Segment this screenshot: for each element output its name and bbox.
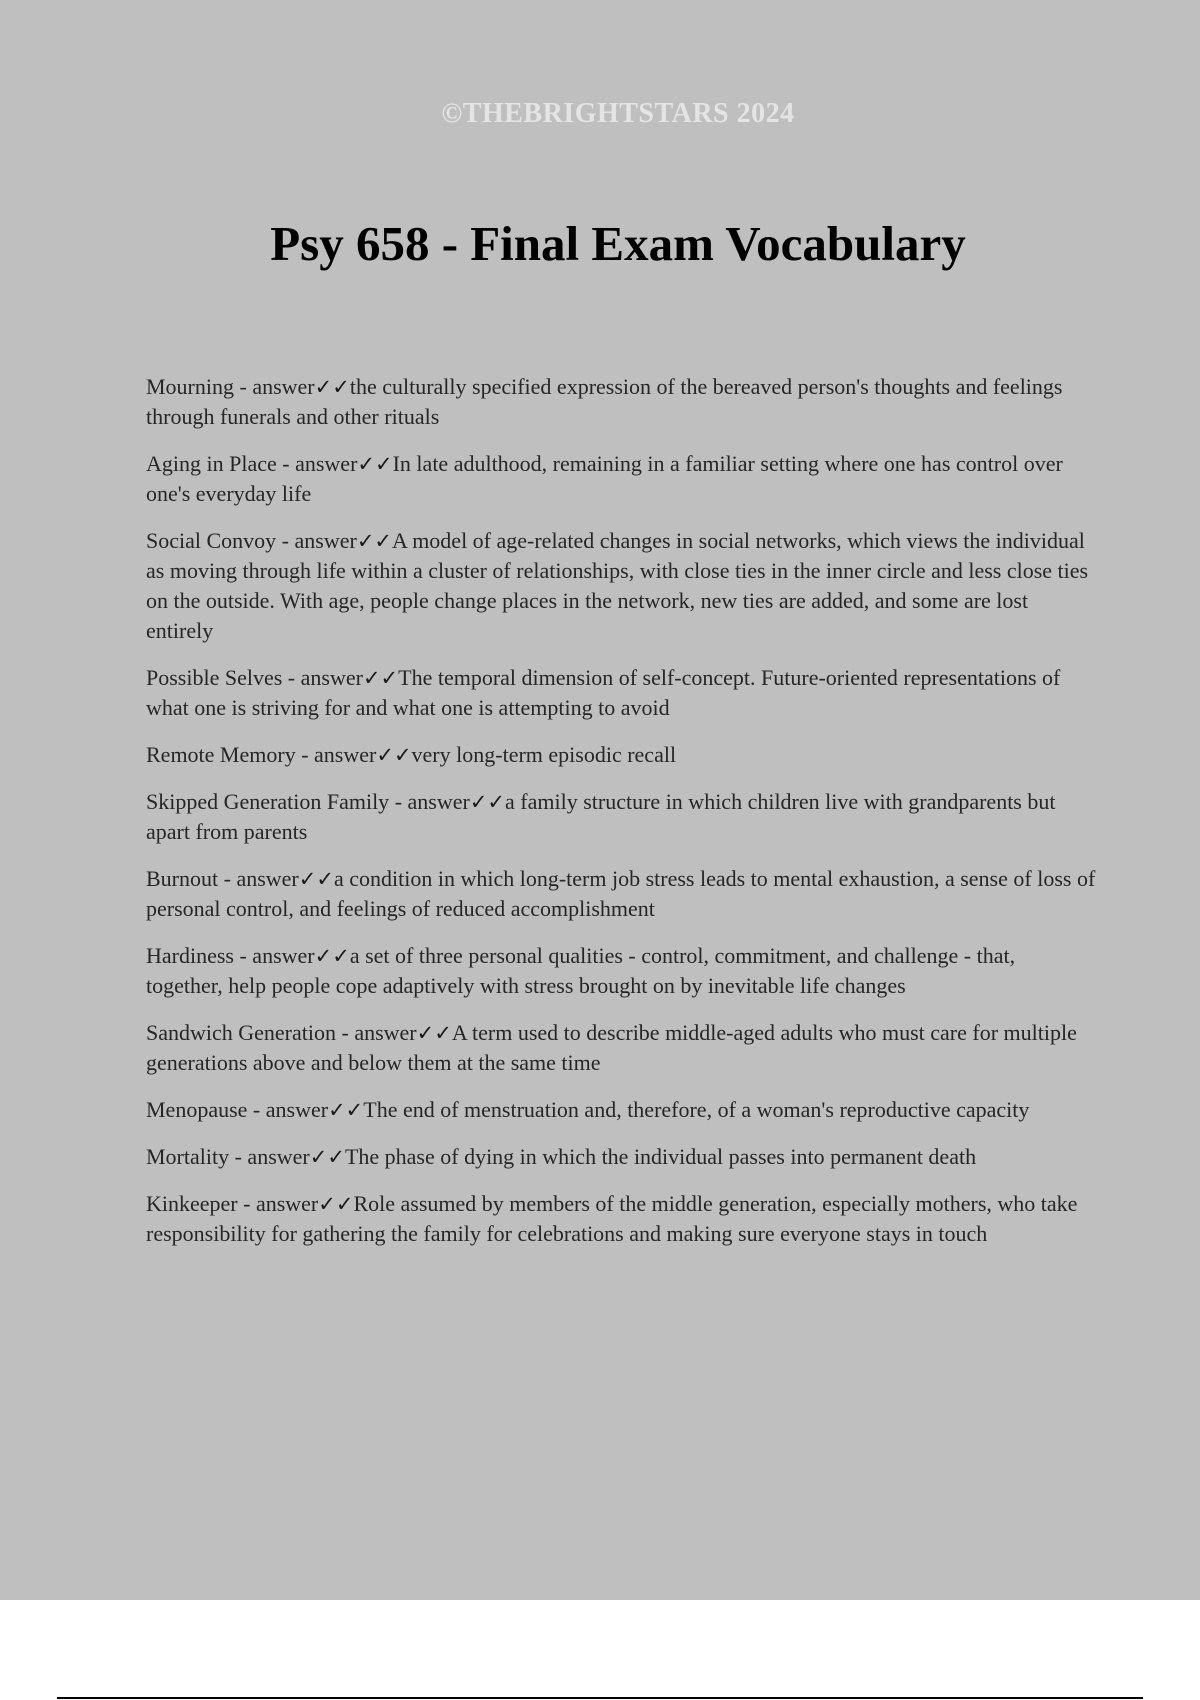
double-check-icon: ✓✓ (376, 743, 412, 767)
entry-separator: - answer (247, 1097, 329, 1122)
vocabulary-entry (146, 941, 1096, 1001)
entry-term: Hardiness (146, 943, 234, 968)
vocabulary-entry (146, 787, 1096, 847)
entry-definition: The phase of dying in which the individual passes into permanent death (344, 1144, 977, 1169)
double-check-icon: ✓✓ (314, 375, 350, 399)
entry-definition: The end of menstruation and, therefore, of a woman's reproductive capacity (363, 1097, 1030, 1122)
entry-separator: - answer (276, 451, 358, 476)
entry-definition: In late adulthood, remaining in a familiar setting where one has control over one's everyday life (146, 451, 1063, 506)
entry-separator: - answer (229, 1144, 310, 1169)
vocabulary-entry (146, 1142, 1096, 1172)
entry-separator: - answer (218, 866, 299, 891)
double-check-icon: ✓✓ (357, 452, 393, 476)
vocabulary-list (146, 372, 1096, 1266)
entry-separator: - answer (234, 374, 315, 399)
entry-definition: A model of age-related changes in social networks, which views the individual as moving through life within a cluster of relationships, with close ties in the inner circle and less close ties on the outside. With age, people change places in the network, new ties are added, and some are lost entirely (146, 528, 1089, 643)
entry-definition: a condition in which long-term job stress leads to mental exhaustion, a sense of loss of personal control, and feelings of reduced accomplishment (146, 866, 1096, 921)
entry-separator: - answer (295, 742, 377, 767)
entry-separator: - answer (237, 1191, 319, 1216)
double-check-icon: ✓✓ (469, 790, 506, 814)
entry-term: Burnout (146, 866, 219, 891)
entry-definition: very long-term episodic recall (411, 742, 677, 767)
entry-term: Mortality (146, 1144, 230, 1169)
double-check-icon: ✓✓ (356, 529, 393, 553)
double-check-icon: ✓✓ (362, 666, 399, 690)
double-check-icon: ✓✓ (309, 1145, 345, 1169)
vocabulary-entry (146, 1018, 1096, 1078)
entry-term: Kinkeeper (146, 1191, 238, 1216)
vocabulary-entry (146, 372, 1096, 432)
double-check-icon: ✓✓ (416, 1021, 452, 1045)
entry-separator: - answer (276, 528, 357, 553)
entry-definition: The temporal dimension of self-concept. Future-oriented representations of what one is striving for and what one is attempting to avoid (146, 665, 1061, 720)
vocabulary-entry (146, 526, 1096, 646)
entry-definition: Role assumed by members of the middle generation, especially mothers, who take responsibility for gathering the family for celebrations and making sure everyone stays in touch (146, 1191, 1078, 1246)
entry-term: Social Convoy (146, 528, 277, 553)
vocabulary-entry (146, 740, 1096, 770)
double-check-icon: ✓✓ (298, 867, 334, 891)
entry-term: Possible Selves (146, 665, 283, 690)
vocabulary-entry (146, 864, 1096, 924)
double-check-icon: ✓✓ (314, 944, 350, 968)
watermark: ©THEBRIGHTSTARS 2024 (441, 98, 795, 129)
entry-term: Menopause (146, 1097, 248, 1122)
page-title: Psy 658 - Final Exam Vocabulary (270, 216, 966, 271)
entry-term: Skipped Generation Family (146, 789, 390, 814)
entry-term: Sandwich Generation (146, 1020, 336, 1045)
entry-separator: - answer (336, 1020, 417, 1045)
vocabulary-entry (146, 663, 1096, 723)
footer-divider (57, 1697, 1143, 1699)
vocabulary-entry (146, 449, 1096, 509)
double-check-icon: ✓✓ (328, 1098, 364, 1122)
entry-separator: - answer (389, 789, 470, 814)
entry-definition: the culturally specified expression of the bereaved person's thoughts and feelings through funerals and other rituals (146, 374, 1063, 429)
vocabulary-entry (146, 1095, 1096, 1125)
entry-term: Mourning (146, 374, 234, 399)
entry-separator: - answer (282, 665, 363, 690)
entry-separator: - answer (233, 943, 315, 968)
double-check-icon: ✓✓ (318, 1192, 354, 1216)
entry-definition: a set of three personal qualities - control, commitment, and challenge - that, together, help people cope adaptively with stress brought on by inevitable life changes (146, 943, 1016, 998)
entry-term: Aging in Place (146, 451, 277, 476)
entry-definition: A term used to describe middle-aged adults who must care for multiple generations above and below them at the same time (146, 1020, 1077, 1075)
vocabulary-entry (146, 1189, 1096, 1249)
entry-definition: a family structure in which children live with grandparents but apart from parents (146, 789, 1056, 844)
entry-term: Remote Memory (146, 742, 296, 767)
